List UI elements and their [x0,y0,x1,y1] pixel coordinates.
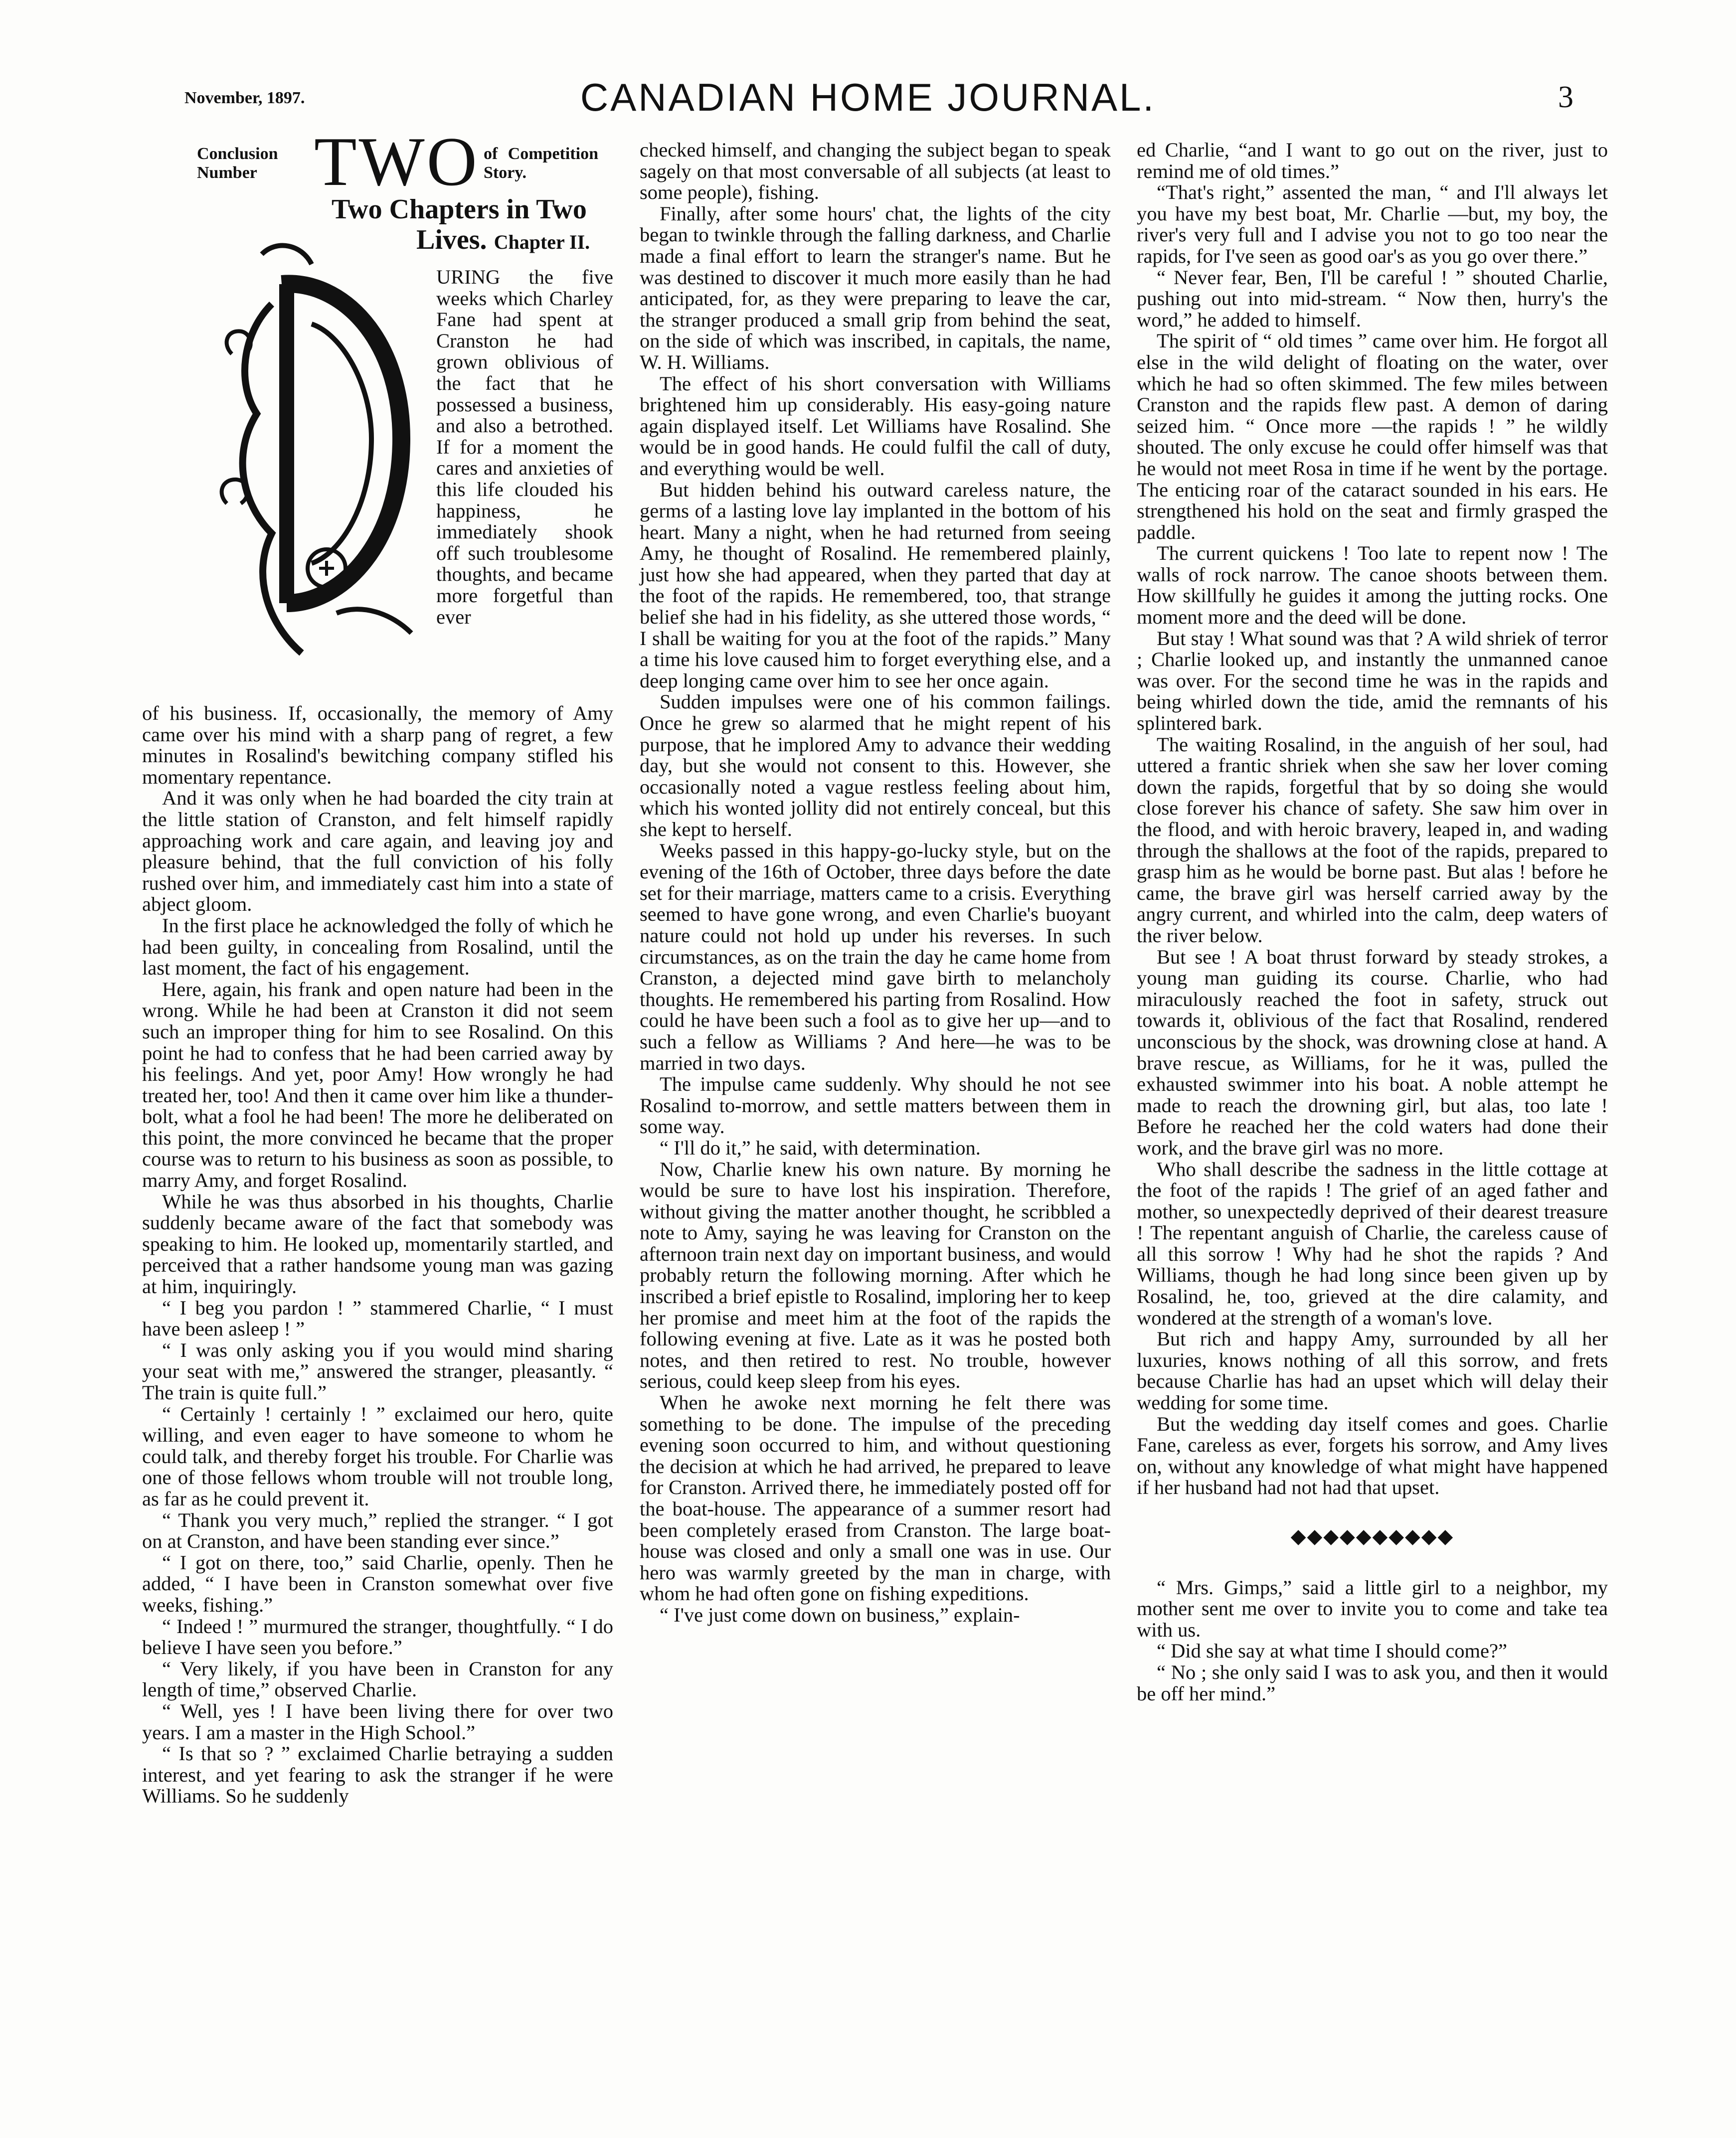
story-title: Two Chapters in Two [332,194,587,225]
paragraph: While he was thus absorbed in his thoughts, Charlie suddenly became aware of the fact that somebody was speaking to him. He looked up, momentarily startled, and perceived that a rather handsome young man was gazing at him, inquiringly. [142,1190,613,1298]
paragraph: The waiting Rosalind, in the anguish of her soul, had uttered a frantic shriek when she saw her lover coming down the rapids, forgetful that by so doing she would close forever his chance of safety. She saw him over in the flood, and with heroic bravery, leaped in, and wading through the shallows at the foot of the rapids, prepared to grasp him as he would be borne past. But alas ! before he came, the brave girl was herself carried away by the angry current, and whirled into the calm, deep waters of the river below. [1137,733,1608,947]
paragraph: Weeks passed in this happy-go-lucky style, but on the evening of the 16th of October, three days before the date set for their marriage, matters came to a crisis. Everything seemed to have gone wrong, and even Charlie's buoyant nature could not hold up under his reverses. In such circumstances, as on the train the day he came home from Cranston, a dejected mind gave birth to melancholy thoughts. He remembered his parting from Rosalind. How could he have been such a fool as to give her up—and to such a fellow as Williams ? And here—he was to be married in two days. [640,839,1111,1074]
column-1-text [142,703,613,1807]
paragraph: “ I got on there, too,” said Charlie, openly. Then he added, “ I have been in Cranston somewhat over five weeks, fishing.” [142,1551,613,1616]
paragraph: The impulse came suddenly. Why should he not see Rosalind to-morrow, and settle matters between them in some way. [640,1073,1111,1138]
paragraph: “ I beg you pardon ! ” stammered Charlie, “ I must have been asleep ! ” [142,1296,613,1340]
paragraph: But hidden behind his outward careless nature, the germs of a lasting love lay implanted in the bottom of his heart. Many a night, when he had returned from seeing Amy, he thought of Rosalind. He remembered plainly, just how she had appeared, when they parted that day at the foot of the rapids. He remembered, too, that strange belief she had in his fidelity, as she uttered those words, “ I shall be waiting for you at the foot of the rapids.” Many a time his love caused him to forget everything else, and a deep longing came over him to see her once again. [640,478,1111,692]
paragraph: “ Very likely, if you have been in Cranston for any length of time,” observed Charlie. [142,1657,613,1701]
paragraph: “ I've just come down on business,” explain- [660,1603,1020,1626]
dropcap-ornament-icon [212,224,421,673]
column-3 [1137,140,1608,1704]
paragraph: But the wedding day itself comes and goes. Charlie Fane, careless as ever, forgets his sorrow, and Amy lives on, without any knowledge of what might have happened if her husband had not had that upset. [1137,1412,1608,1499]
paragraph: checked himself, and changing the subject began to speak sagely on that most conversable of all subjects (at least to some people), fishing. [640,139,1111,204]
chapter-label: Chapter II. [494,231,590,253]
paragraph: “That's right,” assented the man, “ and I'll always let you have my best boat, Mr. Charlie —but, my boy, the river's very full and I advise you not to go too near the rapids, for I've seen as good oar's as you go over there.” [1137,181,1608,267]
paragraph: Here, again, his frank and open nature had been in the wrong. While he had been at Cranston it did not seem such an improper thing for him to see Rosalind. On this point he had to confess that he had been carried away by his feelings. And yet, poor Amy! How wrongly he had treated her, too! And then it came over him like a thunder-bolt, what a fool he had been! The more he deliberated on this point, the more convinced he became that the proper course was to return to his business as soon as possible, to marry Amy, and forget Rosalind. [142,978,613,1192]
anecdote [1137,1577,1608,1705]
column-1 [142,123,613,1808]
column-2-text [640,140,1111,1626]
ornament-divider: ◆◆◆◆◆◆◆◆◆◆ [1290,1525,1454,1547]
two-title: TWO [314,123,479,200]
paragraph: Who shall describe the sadness in the little cottage at the foot of the rapids ! The grief of an aged father and mother, so unexpectedly deprived of their dearest treasure ! The repentant anguish of Charlie, the careless cause of all this sorrow ! Why had he shot the rapids ? And Williams, though he had long since been given up by Rosalind, he, too, grieved at the dire calamity, and wondered at the strength of a woman's love. [1137,1157,1608,1329]
paragraph: When he awoke next morning he felt there was something to be done. The impulse of the preceding evening soon occurred to him, and without questioning the decision at which he had arrived, he prepared to leave for Cranston. Arrived there, he immediately posted off for the boat-house. The appearance of a summer resort had been completely erased from Cranston. The large boat-house was closed and only a small one was in use. Our hero was warmly greeted by the man in charge, with whom he had often gone on fishing expeditions. [640,1391,1111,1605]
opening-paragraph: URING the five weeks which Charley Fane had spent at Cranston he had grown oblivious of the fact that he possessed a business, and also a betrothed. If for a moment the cares and anxieties of this life clouded his happiness, he immediately shook off such troublesome thoughts, and became more forgetful than ever [436,266,613,628]
ornamental-dropcap [212,224,421,673]
paragraph: “ Never fear, Ben, I'll be careful ! ” shouted Charlie, pushing out into mid-stream. “ Now then, hurry's the word,” he added to himself. [1137,266,1608,331]
paragraph: “ Indeed ! ” murmured the stranger, thoughtfully. “ I do believe I have seen you before.” [142,1615,613,1659]
paragraph: “ Well, yes ! I have been living there for over two years. I am a master in the High School.” [142,1699,613,1744]
paragraph: The effect of his short conversation with Williams brightened him up considerably. His easy-going nature again displayed itself. Let Williams have Rosalind. She would be in good hands. He could fulfil the call of duty, and everything would be well. [640,372,1111,480]
paragraph: Finally, after some hours' chat, the lights of the city began to twinkle through the falling darkness, and Charlie made a final effort to learn the stranger's name. But he was destined to discover it much more easily than he had anticipated, for, as they were preparing to leave the car, the stranger produced a small grip from behind the seat, on the side of which was inscribed, in capitals, the name, W. H. Williams. [640,202,1111,373]
column-3-text [1137,140,1608,1498]
paragraph: “ Thank you very much,” replied the stranger. “ I got on at Cranston, and have been standing ever since.” [142,1508,613,1553]
paragraph: of his business. If, occasionally, the memory of Amy came over his mind with a sharp pang of regret, a few minutes in Rosalind's bewitching company stifled his momentary repentance. [142,702,613,788]
paragraph: “ Mrs. Gimps,” said a little girl to a neighbor, my mother sent me over to invite you to come and take tea with us. [1137,1576,1608,1641]
story-title-line2 [416,224,590,255]
page-number: 3 [1558,80,1573,114]
paragraph: And it was only when he had boarded the city train at the little station of Cranston, and felt himself rapidly approaching work and care again, and leaving joy and pleasure behind, that the full conviction of his folly rushed over him, and immediately cast him into a state of abject gloom. [142,787,613,916]
paragraph: The spirit of “ old times ” came over him. He forgot all else in the wild delight of floating on the water, over which he had so often skimmed. The few miles between Cranston and the rapids flew past. A demon of daring seized him. “ Once more —the rapids ! ” he wildly shouted. The only excuse he could offer himself was that he would not meet Rosa in time if he went by the portage. The enticing roar of the cataract sounded in his ears. He strengthened his hold on the seat and firmly grasped the paddle. [1137,329,1608,543]
paragraph: “ I was only asking you if you would mind sharing your seat with me,” answered the stranger, pleasantly. “ The train is quite full.” [142,1338,613,1404]
conclusion-label: Conclusion Number [197,145,278,182]
paragraph: “ No ; she only said I was to ask you, and then it would be off her mind.” [1137,1660,1608,1705]
paragraph: “ Certainly ! certainly ! ” exclaimed our hero, quite willing, and even eager to have someone to whom he could talk, and thereby forget his trouble. For Charlie was one of those fellows whom trouble will not trouble long, as far as he could prevent it. [142,1402,613,1510]
paragraph: In the first place he acknowledged the folly of which he had been guilty, in concealing from Rosalind, until the last moment, the fact of his engagement. [142,914,613,980]
paragraph: But see ! A boat thrust forward by steady strokes, a young man guiding its course. Charlie, who had miraculously reached the foot in safety, struck out towards it, oblivious of the fact that Rosalind, rendered unconscious by the shock, was drowning close at hand. A brave rescue, as Williams, for he it was, pulled the exhausted swimmer into his boat. A noble attempt he made to reach the drowning girl, but alas, too late ! Before he reached her the cold waters had done their work, and the brave girl was no more. [1137,945,1608,1159]
paragraph: But rich and happy Amy, surrounded by all her luxuries, knows nothing of all this sorrow, and frets because Charlie has had an upset which will delay their wedding for some time. [1137,1327,1608,1414]
column-2 [640,140,1111,1626]
paragraph: ed Charlie, “and I want to go out on the river, just to remind me of old times.” [1137,139,1608,182]
journal-title: CANADIAN HOME JOURNAL. [580,75,1156,119]
competition-label: of Competition Story. [484,145,598,182]
paragraph: The current quickens ! Too late to repent now ! The walls of rock narrow. The canoe shoots between them. How skillfully he guides it among the jutting rocks. One moment more and the deed will be done. [1137,542,1608,629]
page-date: November, 1897. [184,89,305,107]
paragraph: Sudden impulses were one of his common failings. Once he grew so alarmed that he might repent of his purpose, that he implored Amy to advance their wedding day, but she would not consent to this. However, she occasionally noted a vague restless feeling about him, which his wonted jollity did not entirely conceal, but this she kept to herself. [640,690,1111,840]
paragraph: “ Did she say at what time I should come?” [1157,1640,1507,1662]
story-heading [142,123,613,703]
paragraph: “ I'll do it,” he said, with determination. [660,1136,981,1159]
paragraph: “ Is that so ? ” exclaimed Charlie betraying a sudden interest, and yet fearing to ask the stranger if he were Williams. So he suddenly [142,1742,613,1808]
paragraph: Now, Charlie knew his own nature. By morning he would be sure to have lost his inspiration. Therefore, without giving the matter another thought, he scribbled a note to Amy, saying he was leaving for Cranston on the afternoon train next day on important business, and would probably return the following morning. After which he inscribed a brief epistle to Rosalind, imploring her to keep her promise and meet him at the foot of the rapids the following evening at five. Late as it was he posted both notes, and then retired to rest. No trouble, however serious, could keep sleep from his eyes. [640,1157,1111,1393]
paragraph: But stay ! What sound was that ? A wild shriek of terror ; Charlie looked up, and instantly the unmanned canoe was over. For the second time he was in the rapids and being whirled down the tide, amid the remnants of his splintered bark. [1137,627,1608,735]
lives-word: Lives. [416,224,487,255]
